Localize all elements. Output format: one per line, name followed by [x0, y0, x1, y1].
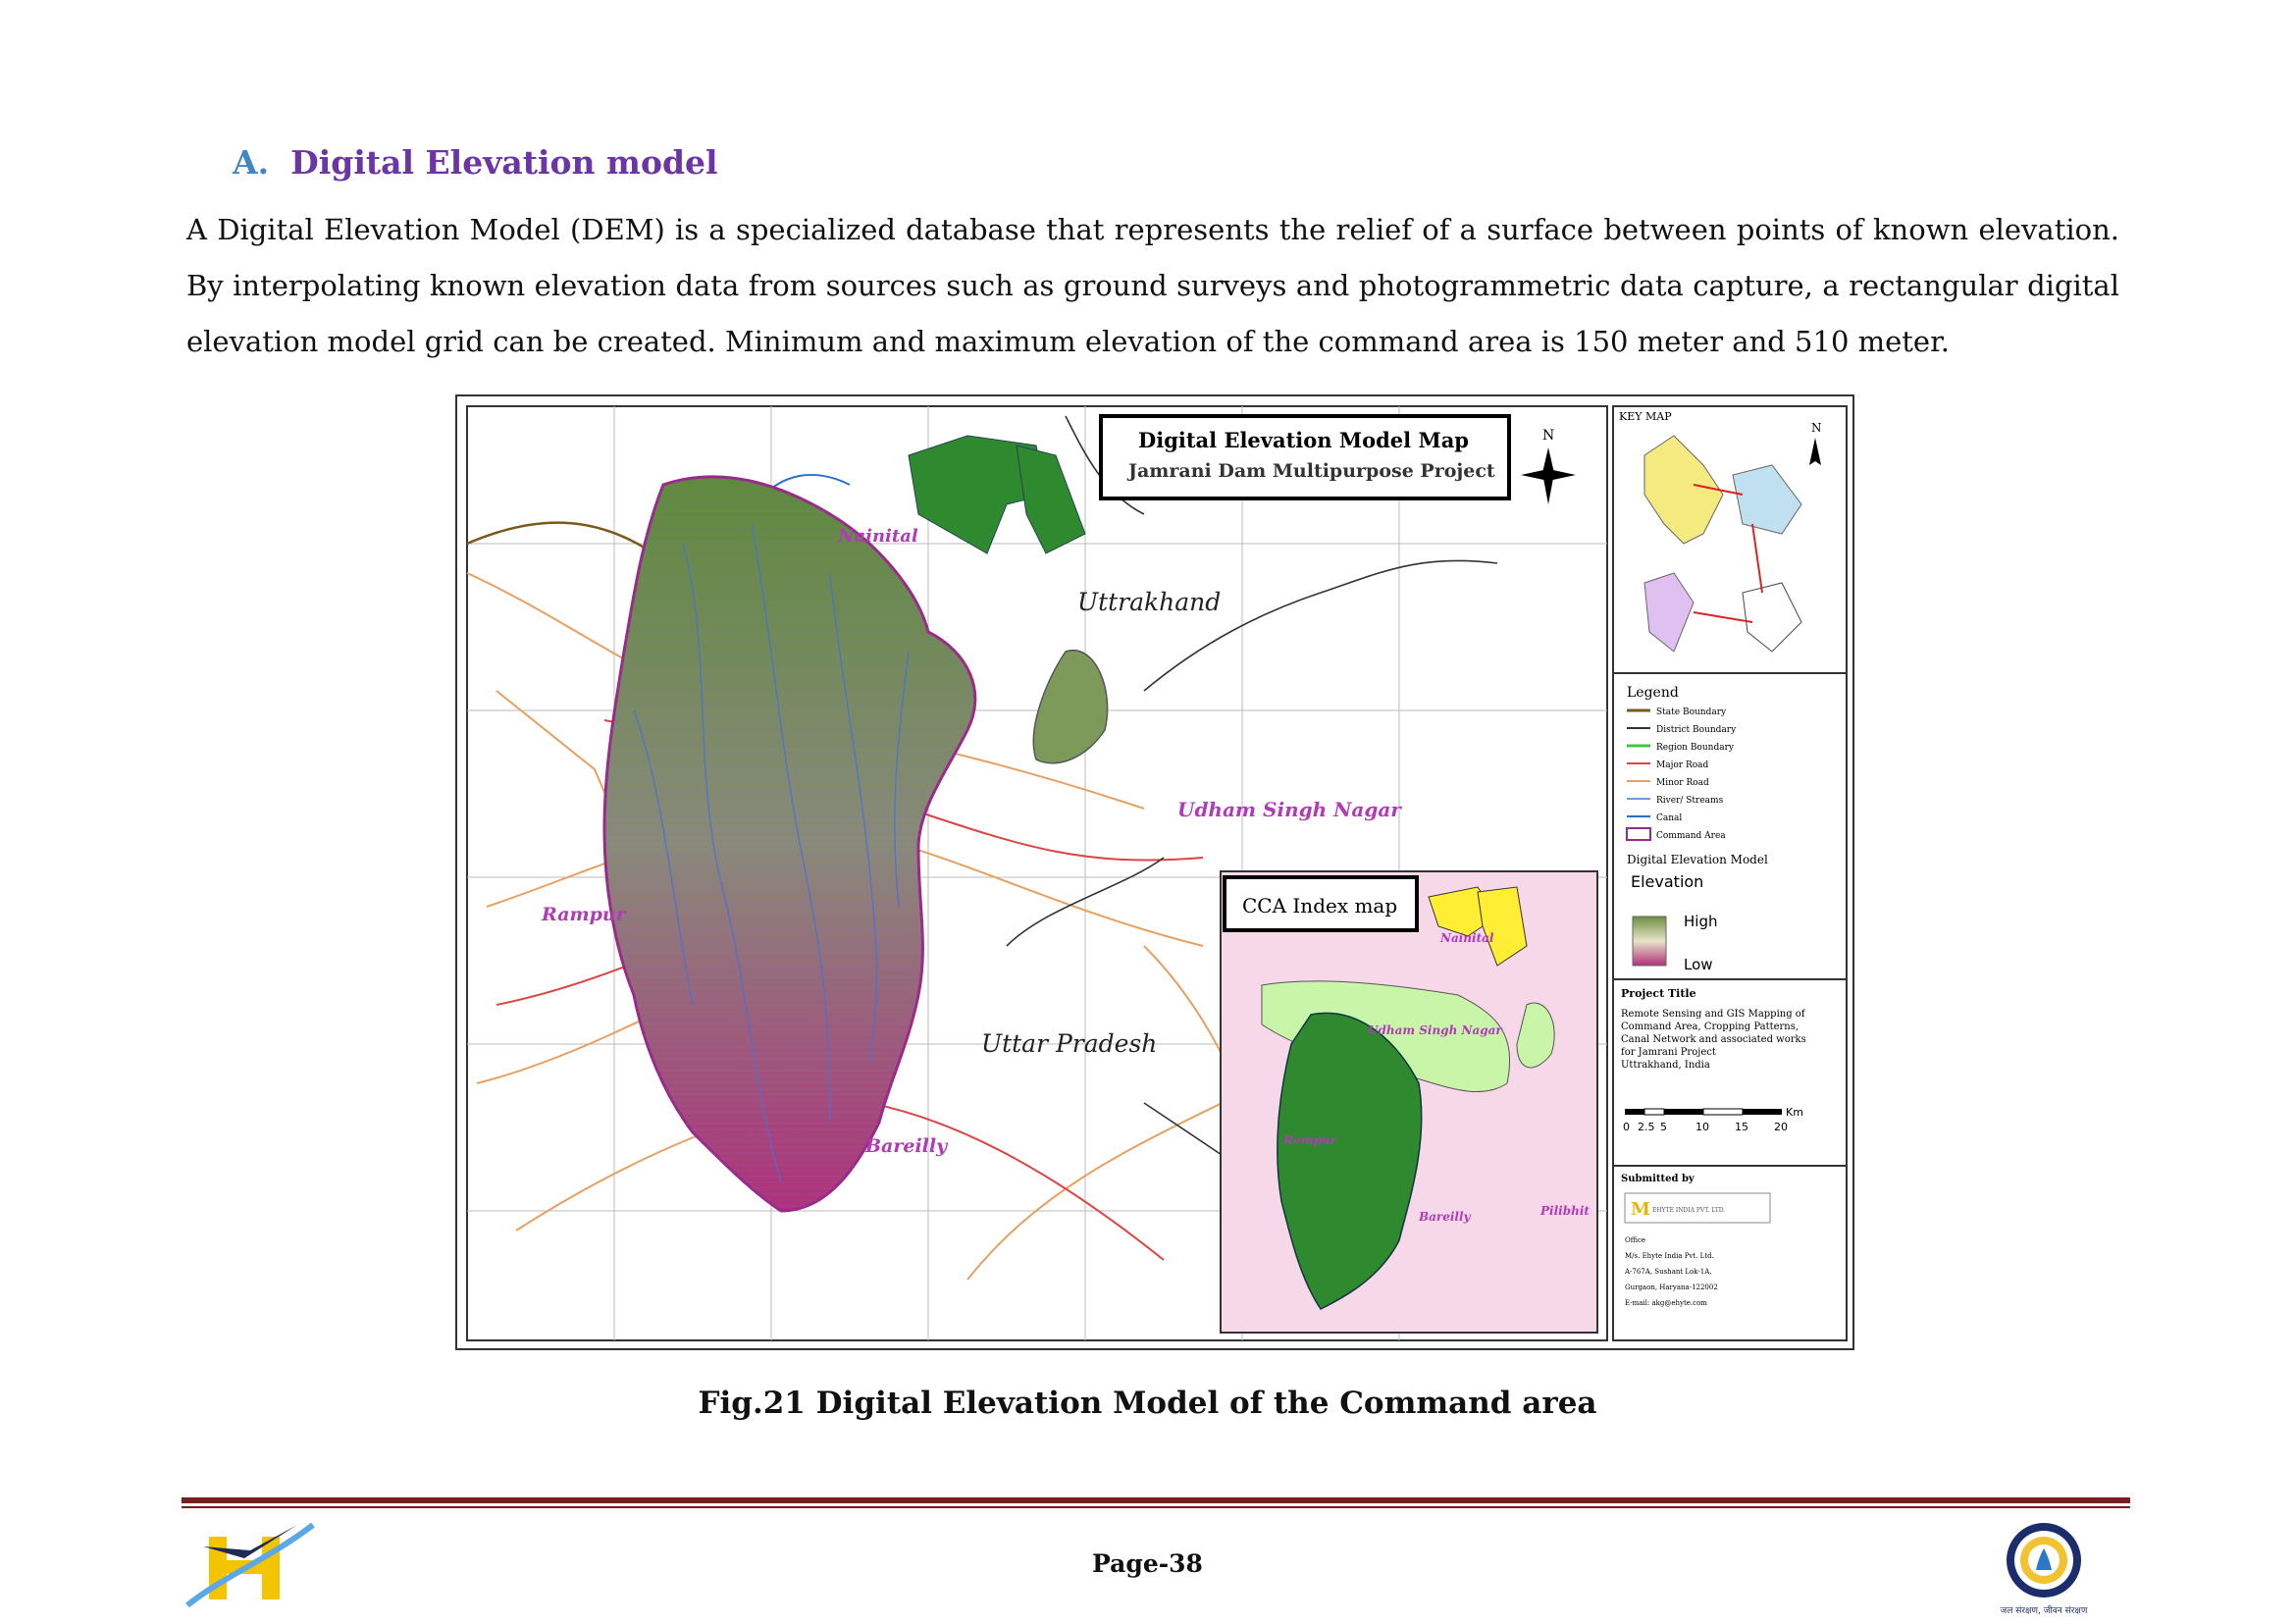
- footer-rule: [182, 1497, 2130, 1503]
- project-label: Project Title: [1621, 987, 1696, 1000]
- svg-text:Canal: Canal: [1656, 813, 1683, 823]
- label-uttar-pradesh: Uttar Pradesh: [981, 1029, 1158, 1058]
- figure-caption: Fig.21 Digital Elevation Model of the Command area: [698, 1386, 1597, 1421]
- legend-dem-title: Digital Elevation Model: [1627, 853, 1768, 866]
- svg-text:Km: Km: [1786, 1106, 1803, 1119]
- svg-text:Command Area, Cropping Pattern: Command Area, Cropping Patterns,: [1621, 1022, 1799, 1032]
- svg-text:Minor Road: Minor Road: [1656, 778, 1709, 788]
- svg-text:N: N: [1811, 421, 1822, 435]
- dem-map-graphic: [457, 396, 1854, 1350]
- svg-text:Rampur: Rampur: [1283, 1133, 1337, 1147]
- emblem-logo: [1980, 1519, 2108, 1617]
- section-title: Digital Elevation model: [290, 143, 718, 182]
- svg-text:E-mail: akg@ehyte.com: E-mail: akg@ehyte.com: [1625, 1299, 1707, 1307]
- svg-text:EHYTE INDIA PVT. LTD.: EHYTE INDIA PVT. LTD.: [1652, 1207, 1726, 1214]
- label-uttrakhand: Uttrakhand: [1077, 588, 1222, 616]
- footer-rule-thin: [182, 1506, 2130, 1508]
- svg-text:2.5: 2.5: [1638, 1121, 1655, 1133]
- svg-text:River/ Streams: River/ Streams: [1656, 796, 1724, 806]
- svg-text:Nainital: Nainital: [1440, 931, 1494, 945]
- svg-text:District Boundary: District Boundary: [1656, 725, 1737, 735]
- svg-text:10: 10: [1695, 1121, 1709, 1133]
- svg-text:State Boundary: State Boundary: [1656, 707, 1727, 717]
- label-nainital: Nainital: [838, 526, 918, 547]
- svg-text:Command Area: Command Area: [1656, 831, 1726, 841]
- svg-text:M: M: [1631, 1199, 1650, 1220]
- legend-low: Low: [1684, 956, 1713, 973]
- label-udham-singh-nagar: Udham Singh Nagar: [1177, 798, 1401, 821]
- svg-text:M/s. Ehyte India Pvt. Ltd.: M/s. Ehyte India Pvt. Ltd.: [1625, 1252, 1714, 1260]
- svg-text:Office: Office: [1625, 1236, 1646, 1244]
- dem-map-figure: [455, 394, 1854, 1350]
- scale-bar: [1625, 1109, 1782, 1115]
- svg-text:for Jamrani Project: for Jamrani Project: [1621, 1047, 1716, 1058]
- svg-text:जल संरक्षण, जीवन संरक्षण: जल संरक्षण, जीवन संरक्षण: [2000, 1606, 2088, 1616]
- page-number: Page-38: [1092, 1549, 1203, 1578]
- svg-text:0: 0: [1623, 1121, 1630, 1133]
- svg-text:20: 20: [1774, 1121, 1788, 1133]
- svg-text:15: 15: [1735, 1121, 1748, 1133]
- key-map-title: KEY MAP: [1619, 410, 1672, 423]
- svg-text:A-767A, Sushant Lok-1A,: A-767A, Sushant Lok-1A,: [1625, 1268, 1712, 1276]
- svg-text:Region Boundary: Region Boundary: [1656, 743, 1734, 753]
- legend-high: High: [1684, 913, 1718, 930]
- svg-text:N: N: [1542, 428, 1555, 444]
- section-heading: [233, 143, 718, 182]
- label-rampur: Rampur: [542, 904, 626, 925]
- section-letter: A.: [233, 143, 270, 182]
- svg-text:Uttrakhand, India: Uttrakhand, India: [1621, 1060, 1710, 1071]
- cca-index-title: CCA Index map: [1242, 894, 1398, 917]
- elevation-color-ramp: [1633, 917, 1666, 966]
- map-title: Digital Elevation Model Map: [1138, 428, 1469, 452]
- svg-text:Remote Sensing and GIS Mapping: Remote Sensing and GIS Mapping of: [1621, 1009, 1805, 1020]
- svg-text:Bareilly: Bareilly: [1419, 1210, 1471, 1224]
- svg-text:Udham Singh Nagar: Udham Singh Nagar: [1368, 1023, 1502, 1037]
- svg-text:Major Road: Major Road: [1656, 760, 1709, 770]
- svg-text:Canal Network and associated w: Canal Network and associated works: [1621, 1034, 1806, 1045]
- legend-elevation: Elevation: [1631, 872, 1704, 891]
- svg-text:Gurgaon, Haryana-122002: Gurgaon, Haryana-122002: [1625, 1283, 1718, 1291]
- svg-text:Submitted by: Submitted by: [1621, 1174, 1695, 1184]
- svg-text:Pilibhit: Pilibhit: [1540, 1204, 1590, 1218]
- body-paragraph: A Digital Elevation Model (DEM) is a specialized database that represents the relief of a surface between points of known elevation. By interpolating known elevation data from sources such as ground surveys and photogrammetric data capture, a rectangular digital elevation model grid can be created. Minimum and maximum elevation of the command area is 150 meter and 510 meter.: [186, 213, 2119, 358]
- label-bareilly: Bareilly: [865, 1135, 948, 1157]
- map-subtitle: Jamrani Dam Multipurpose Project: [1128, 460, 1495, 482]
- svg-text:5: 5: [1660, 1121, 1667, 1133]
- legend-title: Legend: [1627, 685, 1679, 701]
